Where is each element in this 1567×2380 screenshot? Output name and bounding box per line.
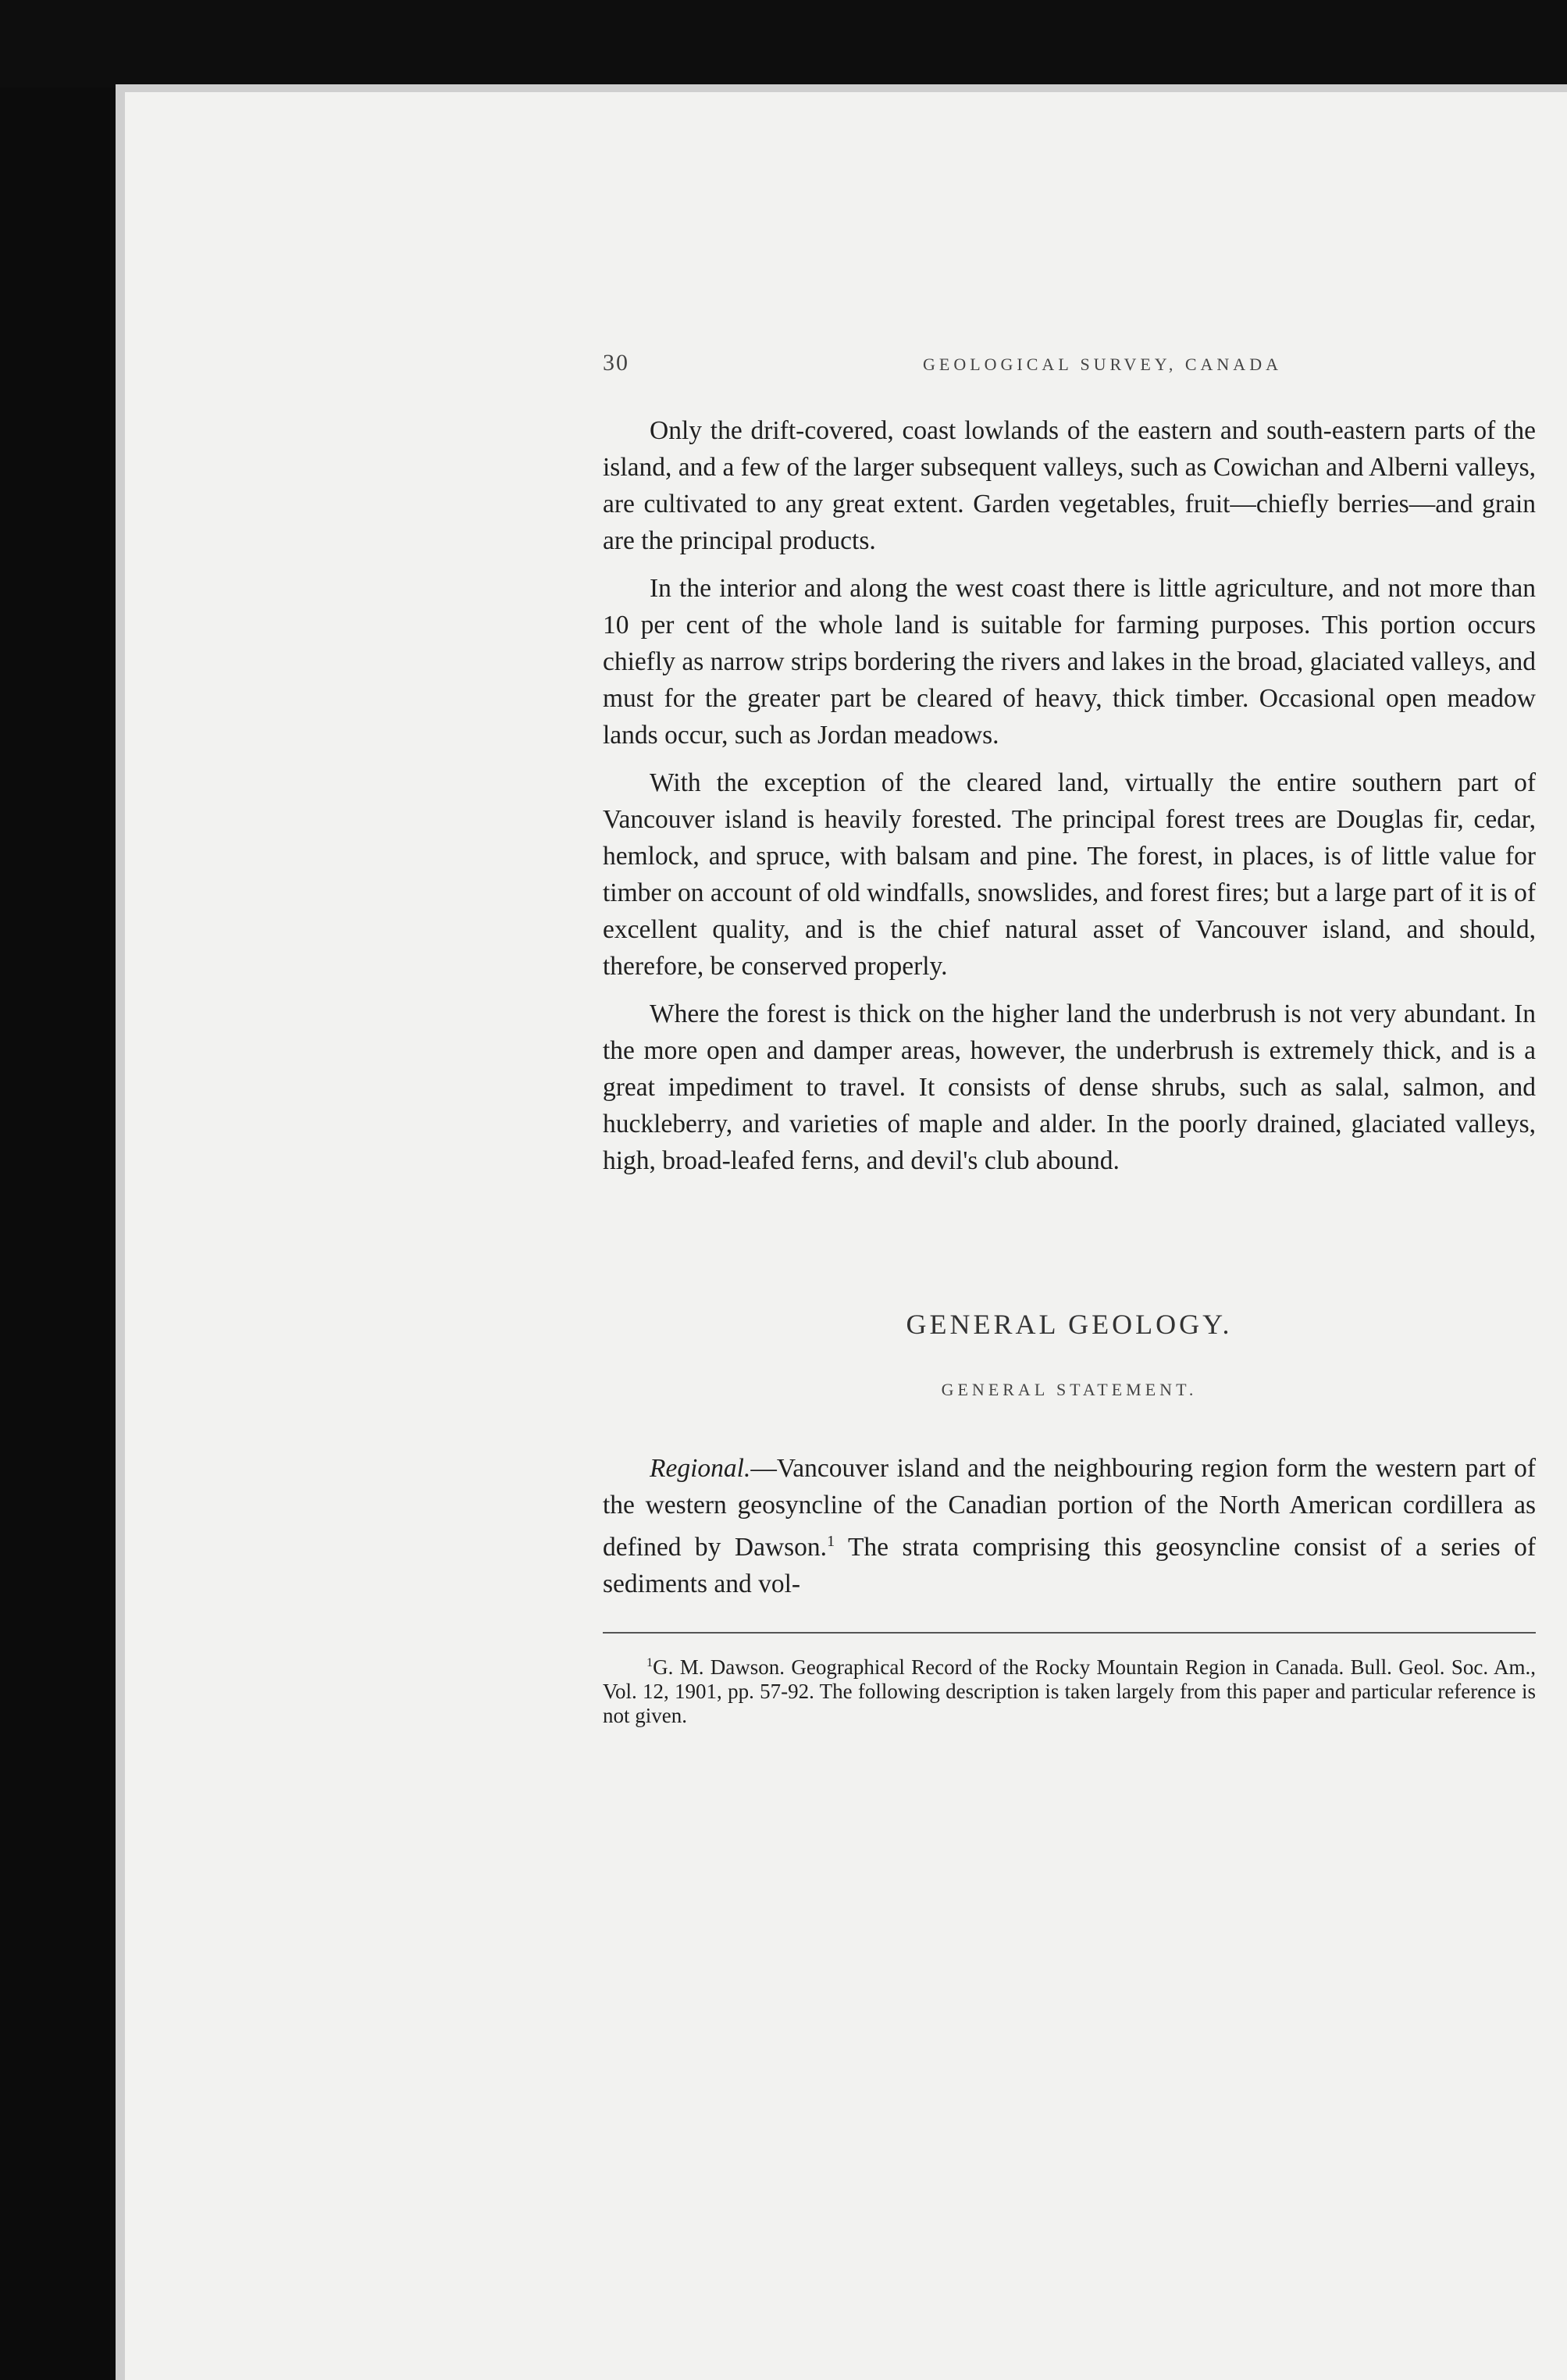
regional-text: —Vancouver island and the neighbouring region form the western part of the western geosyncline of the Canadian portion of the North American cordillera as defined by Dawson.	[603, 1454, 1536, 1562]
paragraph-agriculture: Only the drift-covered, coast lowlands of the eastern and south-eastern parts of the island, and a few of the larger subsequent valleys, such as Cowichan and Alberni valleys, are cultivated to any great extent. Garden vegetables, fruit—chiefly berries—and grain are the principal products.	[603, 416, 1536, 555]
regional-label: Regional.	[650, 1454, 751, 1483]
paragraph-forest: With the exception of the cleared land, virtually the entire southern part of Vancouver island is heavily forested. The principal forest trees are Douglas fir, cedar, hemlock, and spruce, with balsam and pine. The forest, in places, is of little value for timber on account of old windfalls, snowslides, and forest fires; but a large part of it is of excellent quality, and is the chief natural asset of Vancouver island, and should, therefore, be conserved properly.	[603, 768, 1536, 981]
regional-continuation: The strata comprising this geosyncline consist of a series of sediments and vol-	[603, 1533, 1536, 1599]
scan-background-left	[0, 0, 117, 2380]
footnote-rule	[603, 1632, 1536, 1634]
footnote-reference[interactable]: 1	[827, 1533, 835, 1550]
section-heading: GENERAL GEOLOGY.	[906, 1309, 1233, 1340]
page-header	[603, 350, 1536, 381]
paragraph-regional	[603, 1450, 1536, 1602]
page-number: 30	[603, 350, 629, 376]
section-subheading: GENERAL STATEMENT.	[941, 1380, 1198, 1399]
page-content	[603, 350, 1536, 1728]
paragraph-underbrush: Where the forest is thick on the higher land the underbrush is not very abundant. In the more open and damper areas, however, the underbrush is extremely thick, and is a great impediment to travel. It consists of dense shrubs, such as salal, salmon, and huckleberry, and varieties of maple and alder. In the poorly drained, glaciated valleys, high, broad-leafed ferns, and devil's club abound.	[603, 999, 1536, 1175]
scan-background-top	[0, 0, 1567, 87]
running-head: GEOLOGICAL SURVEY, CANADA	[923, 355, 1282, 374]
footnote	[603, 1651, 1536, 1728]
footnote-text: G. M. Dawson. Geographical Record of the Rocky Mountain Region in Canada. Bull. Geol. Soc. Am., Vol. 12, 1901, pp. 57-92. The following description is taken largely from this paper and particular reference is not given.	[603, 1655, 1536, 1728]
paragraph-interior: In the interior and along the west coast there is little agriculture, and not more than 10 per cent of the whole land is suitable for farming purposes. This portion occurs chiefly as narrow strips bordering the rivers and lakes in the broad, glaciated valleys, and must for the greater part be cleared of heavy, thick timber. Occasional open meadow lands occur, such as Jordan meadows.	[603, 574, 1536, 750]
footnote-marker: 1	[646, 1655, 654, 1670]
